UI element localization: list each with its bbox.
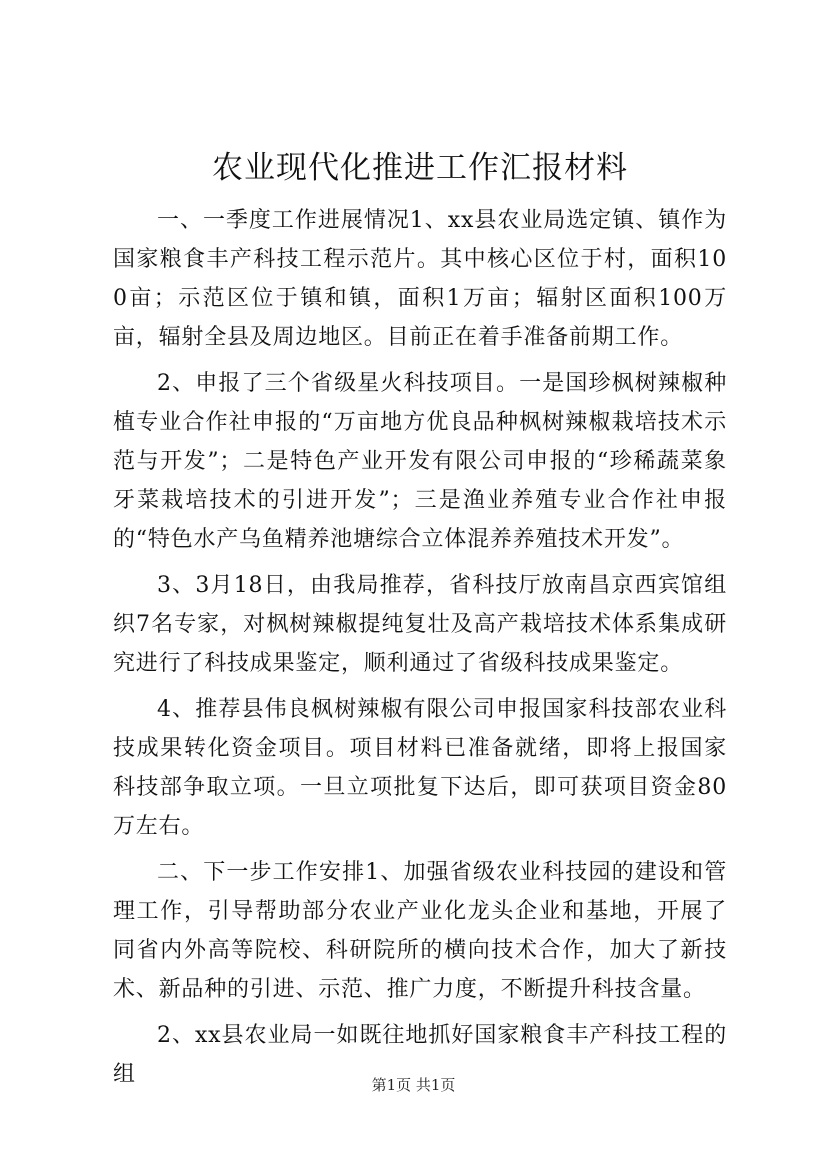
document-title: 农业现代化推进工作汇报材料 (212, 150, 628, 186)
paragraph-5: 二、下一步工作安排1、加强省级农业科技园的建设和管理工作，引导帮助部分农业产业化龙头企业和基地，开展了同省内外高等院校、科研院所的横向技术合作，加大了新技术、新品种的引进、示范、推广力度，不断提升科技含量。 (113, 860, 727, 1002)
paragraph-3: 3、3月18日，由我局推荐，省科技厅放南昌京西宾馆组织7名专家，对枫树辣椒提纯复壮及高产栽培技术体系集成研究进行了科技成果鉴定，顺利通过了省级科技成果鉴定。 (113, 573, 727, 676)
page-footer: 第1页 共1页 (371, 1076, 456, 1094)
paragraph-6: 2、xx县农业局一如既往地抓好国家粮食丰产科技工程的组 (113, 1023, 727, 1087)
paragraph-2: 2、申报了三个省级星火科技项目。一是国珍枫树辣椒种植专业合作社申报的“万亩地方优良品种枫树辣椒栽培技术示范与开发”；二是特色产业开发有限公司申报的“珍稀蔬菜象牙菜栽培技术的引进开发”；三是渔业养殖专业合作社申报的“特色水产乌鱼精养池塘综合立体混养养殖技术开发”。 (113, 371, 727, 552)
paragraph-4: 4、推荐县伟良枫树辣椒有限公司申报国家科技部农业科技成果转化资金项目。项目材料已准备就绪，即将上报国家科技部争取立项。一旦立项批复下达后，即可获项目资金80万左右。 (113, 697, 727, 839)
paragraph-1: 一、一季度工作进展情况1、xx县农业局选定镇、镇作为国家粮食丰产科技工程示范片。其中核心区位于村，面积100亩；示范区位于镇和镇，面积1万亩；辐射区面积100万亩，辐射全县及周边地区。目前正在着手准备前期工作。 (113, 208, 727, 350)
